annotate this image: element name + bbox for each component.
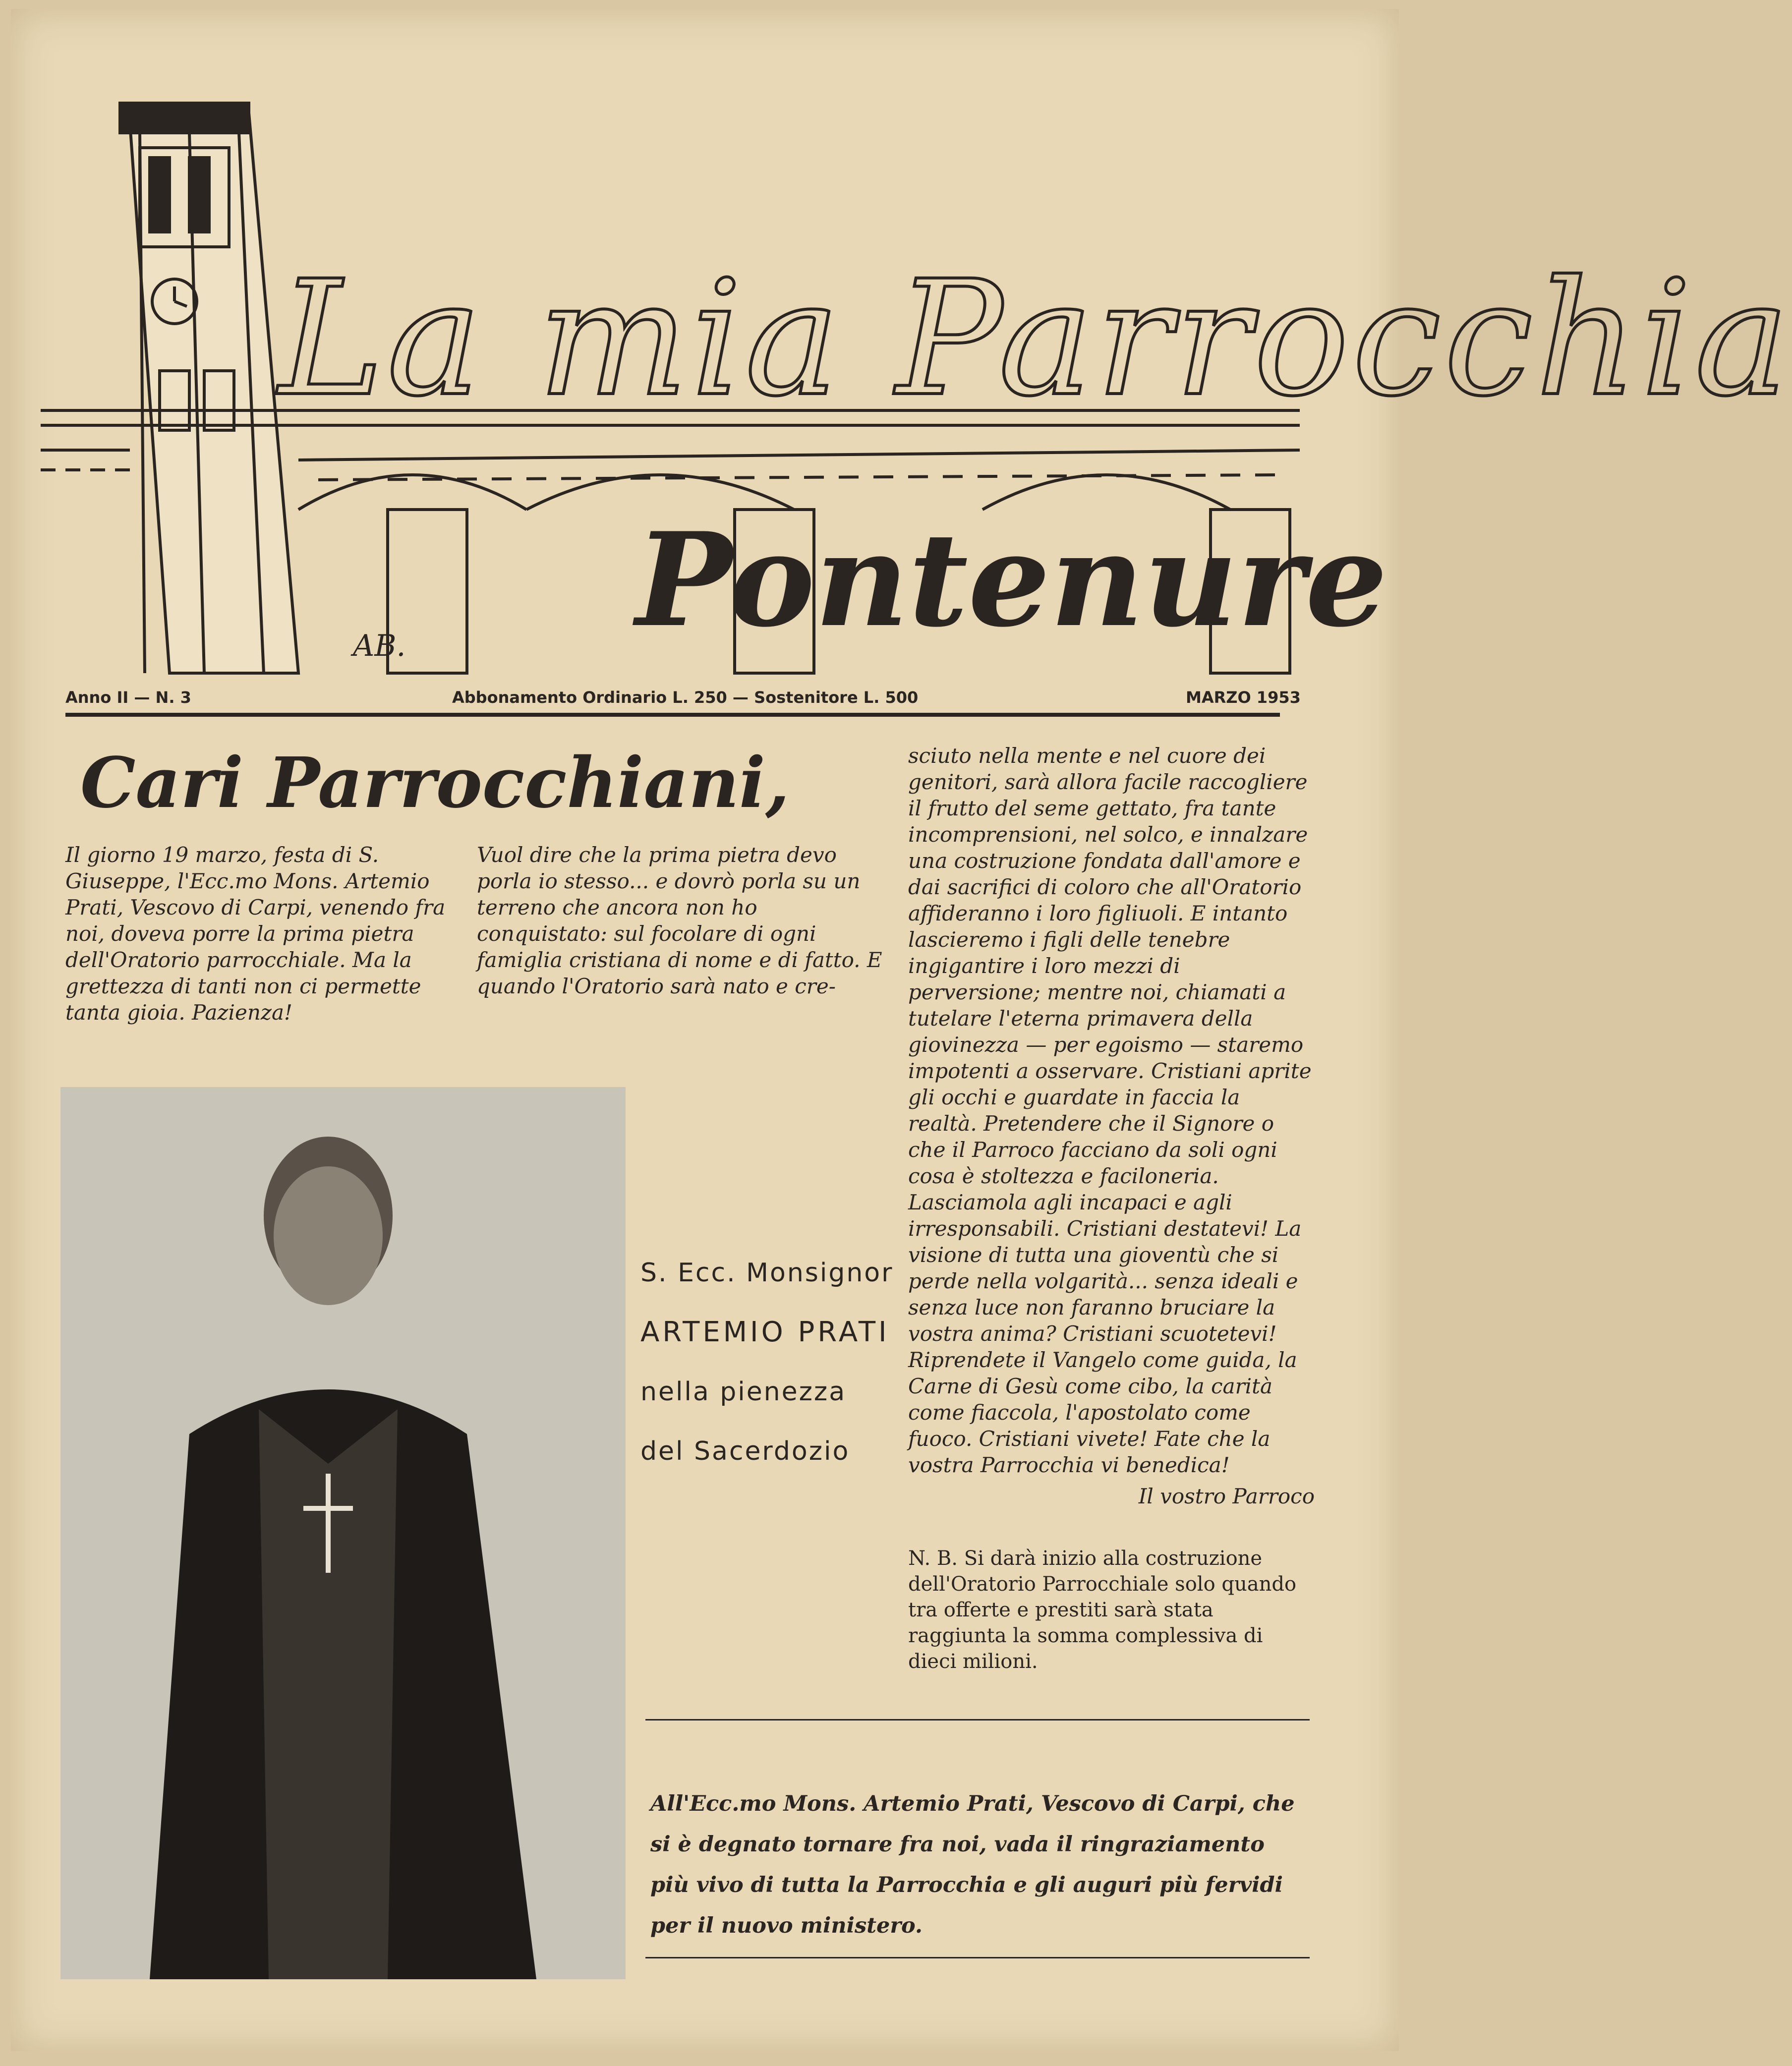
artist-signature: AB. (353, 629, 406, 663)
subscription-price: Abbonamento Ordinario L. 250 — Sostenitore L. 500 (452, 688, 919, 707)
portrait-illustration (60, 1087, 626, 1979)
caption-line-2: ARTEMIO PRATI (640, 1316, 890, 1348)
article-column-3: sciuto nella mente e nel cuore dei genitori, sarà allora facile raccogliere il frutto del seme gettato, fra tante incomprensioni, nel solco, e innalzare una costruzione fondata dall'amore e dai sacrifici di coloro che all'Oratorio affideranno i loro figliuoli. E intanto lascieremo i figli delle tenebre ingigantire i loro mezzi di perversione; mentre noi, chiamati a tutelare l'eterna primavera della giovinezza — per egoismo — staremo impotenti a osservare. Cristiani aprite gli occhi e guardate in faccia la realtà. Pretendere che il Signore o che il Parroco facciano da soli ogni cosa è stoltezza e faciloneria. Lasciamola agli incapaci e agli irresponsabili. Cristiani destatevi! La visione di tutta una gioventù che si perde nella volgarità... senza ideali e senza luce non faranno bruciare la vostra anima? Cristiani scuotetevi! Riprendete il Vangelo come guida, la Carne di Gesù come cibo, la carità come fiaccola, l'apostolato come fuoco. Cristiani vivete! Fate che la vostra Parrocchia vi benedica! Il vostro Parroco (908, 744, 1315, 1508)
issue-info-bar (65, 683, 1301, 717)
article-signature: Il vostro Parroco (1138, 1484, 1315, 1508)
divider-top (645, 1719, 1310, 1721)
article-headline: Cari Parrocchiani, (80, 743, 790, 824)
caption-line-4: del Sacerdozio (640, 1436, 850, 1466)
dedication-text: All'Ecc.mo Mons. Artemio Prati, Vescovo di Carpi, che si è degnato tornare fra noi, vada il ringraziamento più vivo di tutta la Parrocchia e gli auguri più fervidi per il nuovo ministero. (650, 1791, 1295, 1938)
masthead-town: Pontenure (636, 505, 1387, 656)
caption-line-1: S. Ecc. Monsignor (640, 1258, 894, 1288)
masthead-title: La mia Parrocchia (279, 247, 1792, 431)
issue-date: MARZO 1953 (1186, 688, 1301, 707)
divider-bottom (645, 1957, 1310, 1958)
issue-number: Anno II — N. 3 (65, 688, 191, 707)
article-column-2: Vuol dire che la prima pietra devo porla io stesso... e dovrò porla su un terreno che ancora non ho conquistato: sul focolare di ogni famiglia cristiana di nome e di fatto. E quando l'Oratorio sarà nato e cre- (477, 843, 882, 998)
bishop-portrait-photo (60, 1087, 626, 1979)
photo-caption (640, 1243, 894, 1481)
article-column-1: Il giorno 19 marzo, festa di S. Giuseppe, l'Ecc.mo Mons. Artemio Prati, Vescovo di Carpi, venendo fra noi, doveva porre la prima pietra dell'Oratorio parrocchiale. Ma la grettezza di tanti non ci permette tanta gioia. Pazienza! (65, 843, 446, 1025)
caption-line-3: nella pienezza (640, 1377, 847, 1407)
nota-bene: N. B. Si darà inizio alla costruzione dell'Oratorio Parrocchiale solo quando tra offerte e prestiti sarà stata raggiunta la somma complessiva di dieci milioni. (908, 1547, 1297, 1673)
newspaper-page (11, 9, 1792, 2051)
